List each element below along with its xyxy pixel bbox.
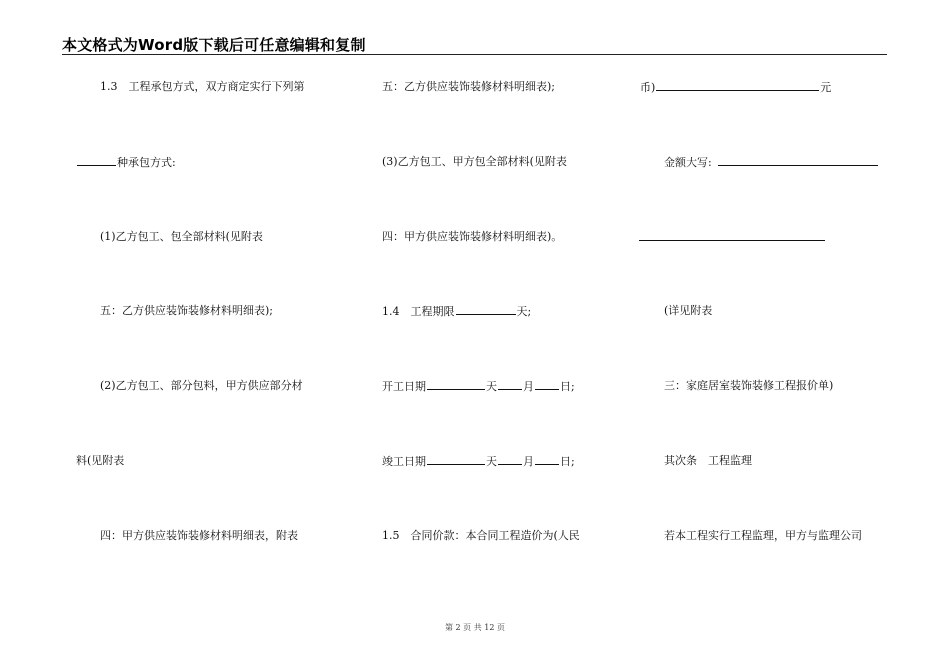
start-month-blank bbox=[498, 379, 522, 390]
col3-line-1 bbox=[640, 80, 831, 95]
document-header-title: 本文格式为Word版下载后可任意编辑和复制 bbox=[62, 36, 366, 54]
col1-line-3: (1)乙方包工、包全部材料(见附表 bbox=[100, 230, 263, 243]
col1-line-5: (2)乙方包工、部分包料，甲方供应部分材 bbox=[100, 379, 303, 392]
col2-line-6 bbox=[382, 454, 575, 469]
col1-line-4: 五：乙方供应装饰装修材料明细表); bbox=[100, 304, 273, 317]
col2-line-4 bbox=[382, 304, 531, 319]
col3-line-6: 其次条 工程监理 bbox=[664, 454, 752, 467]
col1-line-1: 1.3 工程承包方式，双方商定实行下列第 bbox=[100, 80, 305, 93]
duration-unit: 天; bbox=[516, 305, 532, 318]
contract-type-blank bbox=[77, 155, 116, 166]
start-date-blank bbox=[535, 379, 559, 390]
amount-continuation-blank bbox=[639, 230, 825, 241]
end-date-blank bbox=[535, 454, 559, 465]
currency-prefix: 币) bbox=[640, 81, 656, 94]
col2-line-1: 五：乙方供应装饰装修材料明细表); bbox=[382, 80, 555, 93]
end-date-unit: 日; bbox=[560, 455, 575, 468]
duration-label: 1.4 工程期限 bbox=[382, 305, 455, 318]
duration-blank bbox=[456, 304, 516, 315]
end-year-blank bbox=[427, 454, 485, 465]
col1-line-2 bbox=[76, 155, 176, 170]
header-rule bbox=[62, 54, 887, 55]
end-day-unit: 天 bbox=[486, 455, 497, 468]
start-date-label: 开工日期 bbox=[382, 380, 426, 393]
page-number-footer: 第 2 页 共 12 页 bbox=[445, 623, 505, 632]
end-date-label: 竣工日期 bbox=[382, 455, 426, 468]
col1-line-2-text: 种承包方式: bbox=[117, 156, 176, 169]
amount-in-words-label: 金额大写: bbox=[664, 156, 712, 169]
end-month-blank bbox=[498, 454, 522, 465]
currency-unit: 元 bbox=[820, 81, 832, 94]
start-month-unit: 月 bbox=[523, 380, 534, 393]
col3-line-5: 三：家庭居室装饰装修工程报价单) bbox=[664, 379, 834, 392]
start-day-unit: 天 bbox=[486, 380, 497, 393]
start-date-unit: 日; bbox=[560, 380, 575, 393]
col2-line-3: 四：甲方供应装饰装修材料明细表)。 bbox=[382, 230, 563, 243]
col2-line-2: (3)乙方包工、甲方包全部材料(见附表 bbox=[382, 155, 567, 168]
col1-line-7: 四：甲方供应装饰装修材料明细表，附表 bbox=[100, 529, 298, 542]
col3-line-4: (详见附表 bbox=[664, 304, 713, 317]
end-month-unit: 月 bbox=[523, 455, 534, 468]
col3-line-2 bbox=[664, 155, 879, 170]
start-year-blank bbox=[427, 379, 485, 390]
col3-line-3 bbox=[638, 230, 826, 245]
col2-line-7: 1.5 合同价款：本合同工程造价为(人民 bbox=[382, 529, 580, 542]
price-amount-blank bbox=[656, 80, 819, 91]
amount-in-words-blank bbox=[718, 155, 878, 166]
col2-line-5 bbox=[382, 379, 575, 394]
col1-line-6: 料(见附表 bbox=[76, 454, 125, 467]
col3-line-7: 若本工程实行工程监理，甲方与监理公司 bbox=[664, 529, 862, 542]
